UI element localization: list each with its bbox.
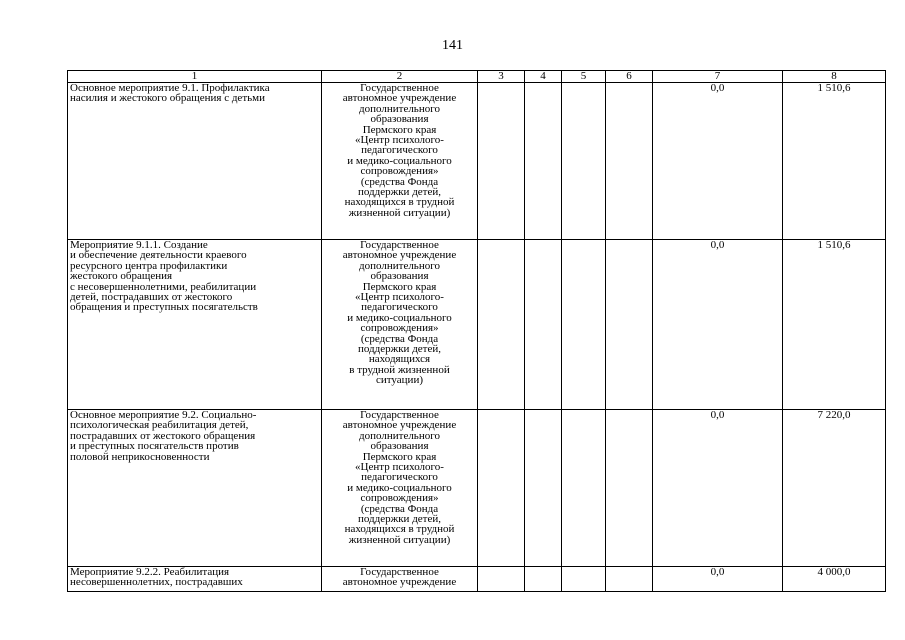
row-executor-cell: [322, 410, 478, 567]
row-value-col-8: 4 000,0: [817, 566, 851, 578]
row-col-6: [606, 410, 653, 567]
header-col-1: 1: [68, 71, 322, 83]
row-executor: Государственное автономное учреждение дополнительного образования Пермского края «Центр психолого- педагогического и медико-социального сопровождения» (средства Фонда поддержки детей, находящихся в трудной жизненной ситуации): [342, 409, 457, 546]
row-name: Мероприятие 9.1.1. Создание и обеспечение деятельности краевого ресурсного центра профилактики жестокого обращения с несовершеннолетними, реабилитации детей, пострадавших от жестокого обращения и преступных посягательств: [70, 239, 258, 314]
row-col-5: [562, 410, 606, 567]
row-col-8: [783, 240, 886, 410]
row-col-7: [653, 410, 783, 567]
row-executor: Государственное автономное учреждение дополнительного образования Пермского края «Центр психолого- педагогического и медико-социального сопровождения» (средства Фонда поддержки детей, находящихся в трудной жизненной ситуации): [342, 239, 457, 387]
row-col-5: [562, 83, 606, 240]
table-row: [68, 240, 886, 410]
row-col-3: [478, 567, 525, 592]
row-executor-cell: [322, 567, 478, 592]
row-value-col-7: 0,0: [710, 82, 725, 94]
row-value-col-8: 7 220,0: [817, 409, 851, 421]
row-col-8: [783, 83, 886, 240]
row-col-7: [653, 83, 783, 240]
row-executor-cell: [322, 83, 478, 240]
table-row: [68, 567, 886, 592]
row-name-cell: [68, 83, 322, 240]
header-col-8: 8: [783, 71, 886, 83]
row-value-col-7: 0,0: [710, 239, 725, 251]
row-value-col-8: 1 510,6: [817, 239, 851, 251]
row-col-4: [525, 240, 562, 410]
row-col-7: [653, 240, 783, 410]
row-col-3: [478, 240, 525, 410]
row-col-3: [478, 83, 525, 240]
row-name-cell: [68, 410, 322, 567]
row-col-8: [783, 410, 886, 567]
row-executor: Государственное автономное учреждение: [342, 567, 457, 588]
header-col-4: 4: [525, 71, 562, 83]
row-name-cell: [68, 567, 322, 592]
header-col-7: 7: [653, 71, 783, 83]
row-col-5: [562, 567, 606, 592]
row-col-3: [478, 410, 525, 567]
table-row: [68, 410, 886, 567]
row-name: Основное мероприятие 9.1. Профилактика насилия и жестокого обращения с детьми: [70, 82, 270, 105]
row-value-col-8: 1 510,6: [817, 82, 851, 94]
header-col-3: 3: [478, 71, 525, 83]
table-header-row: [68, 71, 886, 83]
header-col-6: 6: [606, 71, 653, 83]
row-col-7: [653, 567, 783, 592]
row-col-4: [525, 83, 562, 240]
row-col-4: [525, 410, 562, 567]
page-number: 141: [442, 38, 463, 53]
row-col-6: [606, 567, 653, 592]
row-value-col-7: 0,0: [710, 409, 725, 421]
row-col-4: [525, 567, 562, 592]
row-col-5: [562, 240, 606, 410]
row-name: Основное мероприятие 9.2. Социально- психологическая реабилитация детей, пострадавших от жестокого обращения и преступных посягательств против половой неприкосновенности: [70, 409, 257, 463]
header-col-5: 5: [562, 71, 606, 83]
row-name: Мероприятие 9.2.2. Реабилитация несовершеннолетних, пострадавших: [70, 567, 243, 588]
row-executor-cell: [322, 240, 478, 410]
header-col-2: 2: [322, 71, 478, 83]
row-name-cell: [68, 240, 322, 410]
row-value-col-7: 0,0: [710, 566, 725, 578]
row-col-8: [783, 567, 886, 592]
table-row: [68, 83, 886, 240]
row-executor: Государственное автономное учреждение дополнительного образования Пермского края «Центр психолого- педагогического и медико-социального сопровождения» (средства Фонда поддержки детей, находящихся в трудной жизненной ситуации): [342, 82, 457, 219]
row-col-6: [606, 240, 653, 410]
row-col-6: [606, 83, 653, 240]
budget-table: [67, 70, 886, 592]
